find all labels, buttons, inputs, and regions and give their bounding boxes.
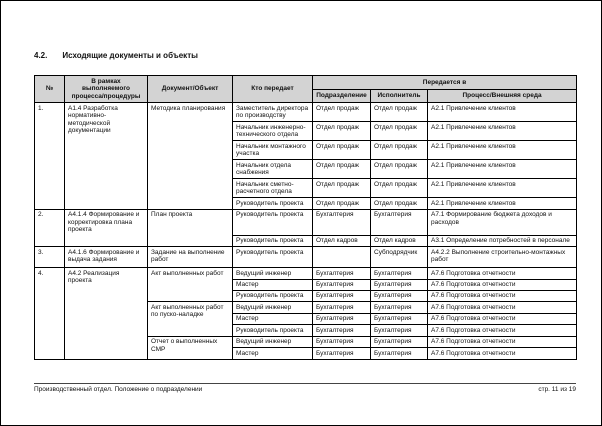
table-header	[35, 76, 577, 103]
cell-executor: Отдел продаж	[371, 141, 428, 160]
cell-department: Бухгалтерия	[313, 290, 371, 301]
cell-sender: Руководитель проекта	[233, 325, 313, 336]
cell-sender: Начальник сметно-расчетного отдела	[233, 179, 313, 198]
col-header-sender: Кто передает	[233, 76, 313, 103]
cell-process-env: А7.6 Подготовка отчетности	[428, 290, 577, 301]
section-title: Исходящие документы и объекты	[62, 51, 198, 60]
cell-process-env: А7.6 Подготовка отчетности	[428, 302, 577, 313]
cell-sender: Руководитель проекта	[233, 209, 313, 235]
cell-sender: Руководитель проекта	[233, 247, 313, 268]
section-number: 4.2.	[34, 51, 48, 60]
col-header-document: Документ/Объект	[148, 76, 233, 103]
cell-sender: Начальник монтажного участка	[233, 141, 313, 160]
col-header-department: Подразделение	[313, 89, 371, 103]
cell-process-env: А2.1 Привлечение клиентов	[428, 141, 577, 160]
cell-executor: Бухгалтерия	[371, 290, 428, 301]
cell-process-env: А7.6 Подготовка отчетности	[428, 313, 577, 324]
page-footer	[34, 383, 576, 393]
cell-department: Отдел продаж	[313, 160, 371, 179]
cell-document: Акт выполненных работ	[148, 268, 233, 302]
cell-process-env: А2.1 Привлечение клиентов	[428, 122, 577, 141]
cell-num: 2.	[35, 209, 65, 246]
col-header-process: В рамках выполняемого процесса/процедуры	[65, 76, 148, 103]
cell-department: Отдел кадров	[313, 235, 371, 246]
cell-process-env: А7.6 Подготовка отчетности	[428, 279, 577, 290]
cell-department: Отдел продаж	[313, 122, 371, 141]
cell-process-env: А7.6 Подготовка отчетности	[428, 348, 577, 359]
section-heading	[34, 51, 198, 60]
cell-num: 4.	[35, 268, 65, 360]
cell-process-env: А7.6 Подготовка отчетности	[428, 336, 577, 347]
footer-document-title: Производственный отдел. Положение о подразделении	[34, 386, 203, 393]
cell-executor: Бухгалтерия	[371, 279, 428, 290]
cell-department: Бухгалтерия	[313, 279, 371, 290]
cell-document: Отчет о выполненных СМР	[148, 336, 233, 359]
cell-process-env: А2.1 Привлечение клиентов	[428, 179, 577, 198]
cell-department: Бухгалтерия	[313, 325, 371, 336]
cell-process-env: А2.1 Привлечение клиентов	[428, 198, 577, 209]
cell-sender: Руководитель проекта	[233, 235, 313, 246]
table-row	[35, 247, 577, 268]
col-header-process-env: Процесс/Внешняя среда	[428, 89, 577, 103]
cell-executor: Бухгалтерия	[371, 268, 428, 279]
cell-executor: Отдел продаж	[371, 103, 428, 122]
cell-department: Отдел продаж	[313, 103, 371, 122]
cell-executor: Бухгалтерия	[371, 313, 428, 324]
cell-sender: Мастер	[233, 313, 313, 324]
cell-executor: Бухгалтерия	[371, 325, 428, 336]
cell-process-env: А3.1 Определение потребностей в персонале	[428, 235, 577, 246]
cell-department: Бухгалтерия	[313, 268, 371, 279]
table-row	[35, 103, 577, 122]
cell-process: А4.2 Реализация проекта	[65, 268, 148, 360]
table-row	[35, 268, 577, 279]
col-header-executor: Исполнитель	[371, 89, 428, 103]
cell-executor: Бухгалтерия	[371, 302, 428, 313]
cell-process-env: А7.1 Формирование бюджета доходов и расходов	[428, 209, 577, 235]
cell-executor: Бухгалтерия	[371, 336, 428, 347]
cell-sender: Руководитель проекта	[233, 290, 313, 301]
cell-document: Методика планирования	[148, 103, 233, 209]
cell-executor: Отдел продаж	[371, 198, 428, 209]
cell-executor: Отдел кадров	[371, 235, 428, 246]
cell-process: А1.4 Разработка нормативно-методической документации	[65, 103, 148, 209]
cell-process-env: А4.2.2 Выполнение строительно-монтажных работ	[428, 247, 577, 268]
cell-executor: Отдел продаж	[371, 160, 428, 179]
cell-process-env: А7.6 Подготовка отчетности	[428, 268, 577, 279]
cell-sender: Мастер	[233, 348, 313, 359]
cell-process-env: А7.6 Подготовка отчетности	[428, 325, 577, 336]
cell-department	[313, 247, 371, 268]
cell-process: А4.1.4 Формирование и корректировка плана проекта	[65, 209, 148, 246]
cell-executor: Отдел продаж	[371, 122, 428, 141]
footer-page-number: стр. 11 из 19	[538, 386, 576, 393]
cell-sender: Ведущий инженер	[233, 302, 313, 313]
cell-executor: Бухгалтерия	[371, 209, 428, 235]
cell-sender: Ведущий инженер	[233, 268, 313, 279]
cell-department: Бухгалтерия	[313, 336, 371, 347]
cell-department: Бухгалтерия	[313, 313, 371, 324]
cell-department: Отдел продаж	[313, 179, 371, 198]
cell-sender: Ведущий инженер	[233, 336, 313, 347]
cell-executor: Отдел продаж	[371, 179, 428, 198]
cell-document: Задание на выполнение работ	[148, 247, 233, 268]
cell-num: 1.	[35, 103, 65, 209]
table-row	[35, 209, 577, 235]
cell-department: Отдел продаж	[313, 141, 371, 160]
cell-executor: Бухгалтерия	[371, 348, 428, 359]
cell-department: Отдел продаж	[313, 198, 371, 209]
cell-sender: Начальник инженерно-технического отдела	[233, 122, 313, 141]
cell-num: 3.	[35, 247, 65, 268]
cell-sender: Мастер	[233, 279, 313, 290]
outgoing-documents-table	[34, 75, 577, 360]
cell-sender: Заместитель директора по производству	[233, 103, 313, 122]
cell-department: Бухгалтерия	[313, 209, 371, 235]
cell-executor: Субподрядчик	[371, 247, 428, 268]
cell-process-env: А2.1 Привлечение клиентов	[428, 160, 577, 179]
cell-sender: Руководитель проекта	[233, 198, 313, 209]
cell-document: План проекта	[148, 209, 233, 246]
header-row-1	[35, 76, 577, 90]
cell-sender: Начальник отдела снабжения	[233, 160, 313, 179]
cell-process: А4.1.6 Формирование и выдача задания	[65, 247, 148, 268]
col-header-transferred-to: Передается в	[313, 76, 577, 90]
cell-department: Бухгалтерия	[313, 302, 371, 313]
cell-department: Бухгалтерия	[313, 348, 371, 359]
cell-process-env: А2.1 Привлечение клиентов	[428, 103, 577, 122]
cell-document: Акт выполненных работ по пуско-наладке	[148, 302, 233, 336]
col-header-num: №	[35, 76, 65, 103]
